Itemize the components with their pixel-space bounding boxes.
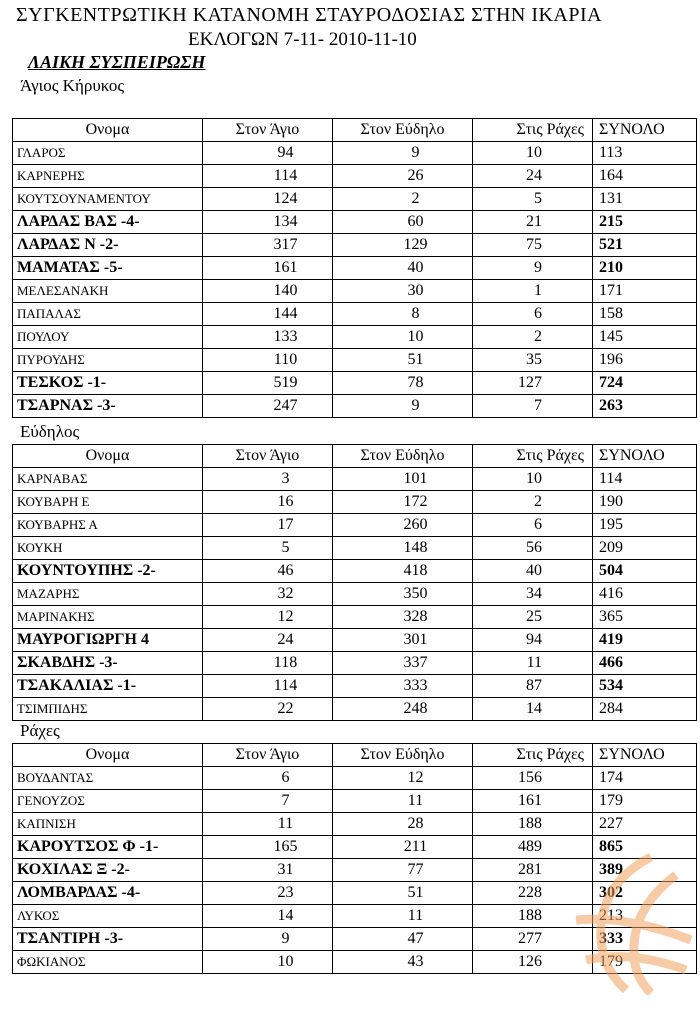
votes-total: 145 <box>593 326 697 349</box>
votes-raches: 1 <box>473 280 593 303</box>
votes-total: 302 <box>593 882 697 905</box>
votes-raches: 188 <box>473 813 593 836</box>
votes-evdilos: 211 <box>333 836 473 859</box>
votes-raches: 10 <box>473 142 593 165</box>
column-header: Ονομα <box>13 119 203 142</box>
votes-agios: 5 <box>203 537 333 560</box>
table-row <box>13 395 697 418</box>
votes-total: 113 <box>593 142 697 165</box>
table-row <box>13 767 697 790</box>
votes-raches: 7 <box>473 395 593 418</box>
votes-agios: 317 <box>203 234 333 257</box>
candidate-name: ΛΑΡΔΑΣ Ν -2- <box>13 234 203 257</box>
column-header: Στον Άγιο <box>203 744 333 767</box>
table-row <box>13 629 697 652</box>
candidate-name: ΠΑΠΑΛΑΣ <box>13 303 203 326</box>
votes-total: 196 <box>593 349 697 372</box>
votes-total: 504 <box>593 560 697 583</box>
table-row <box>13 859 697 882</box>
candidate-name: ΚΟΥΒΑΡΗΣ Α <box>13 514 203 537</box>
votes-raches: 34 <box>473 583 593 606</box>
votes-agios: 118 <box>203 652 333 675</box>
candidate-name: ΚΟΥΤΣΟΥΝΑΜΕΝΤΟΥ <box>13 188 203 211</box>
votes-total: 179 <box>593 790 697 813</box>
votes-total: 131 <box>593 188 697 211</box>
table-row <box>13 257 697 280</box>
votes-raches: 10 <box>473 468 593 491</box>
votes-total: 210 <box>593 257 697 280</box>
table-row <box>13 468 697 491</box>
candidate-name: ΓΕΝΟΥΖΟΣ <box>13 790 203 813</box>
votes-total: 227 <box>593 813 697 836</box>
candidate-name: ΤΕΣΚΟΣ -1- <box>13 372 203 395</box>
votes-agios: 94 <box>203 142 333 165</box>
votes-raches: 14 <box>473 698 593 721</box>
votes-evdilos: 8 <box>333 303 473 326</box>
votes-agios: 11 <box>203 813 333 836</box>
votes-agios: 46 <box>203 560 333 583</box>
column-header: Ονομα <box>13 744 203 767</box>
votes-evdilos: 148 <box>333 537 473 560</box>
votes-raches: 9 <box>473 257 593 280</box>
votes-evdilos: 328 <box>333 606 473 629</box>
section-label-raches: Ράχες <box>20 721 60 740</box>
votes-total: 333 <box>593 928 697 951</box>
votes-agios: 519 <box>203 372 333 395</box>
table-row <box>13 652 697 675</box>
votes-evdilos: 260 <box>333 514 473 537</box>
votes-agios: 114 <box>203 165 333 188</box>
votes-evdilos: 129 <box>333 234 473 257</box>
votes-evdilos: 26 <box>333 165 473 188</box>
table-row <box>13 491 697 514</box>
votes-raches: 21 <box>473 211 593 234</box>
column-header: ΣΥΝΟΛΟ <box>593 744 697 767</box>
candidate-name: ΚΟΥΒΑΡΗ Ε <box>13 491 203 514</box>
table-row <box>13 951 697 974</box>
votes-evdilos: 350 <box>333 583 473 606</box>
votes-agios: 124 <box>203 188 333 211</box>
votes-total: 534 <box>593 675 697 698</box>
votes-evdilos: 418 <box>333 560 473 583</box>
table-row <box>13 790 697 813</box>
candidate-name: ΠΟΥΛΟΥ <box>13 326 203 349</box>
votes-raches: 5 <box>473 188 593 211</box>
votes-agios: 12 <box>203 606 333 629</box>
section-label-evdilos: Εύδηλος <box>20 422 80 441</box>
votes-evdilos: 43 <box>333 951 473 974</box>
table-row <box>13 280 697 303</box>
candidate-name: ΤΣΑΝΤΙΡΗ -3- <box>13 928 203 951</box>
candidate-name: ΠΥΡΟΥΔΗΣ <box>13 349 203 372</box>
votes-table-evdilos <box>12 444 697 721</box>
column-header: Στις Ράχες <box>473 445 593 468</box>
table-row <box>13 303 697 326</box>
votes-total: 171 <box>593 280 697 303</box>
votes-total: 389 <box>593 859 697 882</box>
column-header: Στον Εύδηλο <box>333 744 473 767</box>
votes-total: 195 <box>593 514 697 537</box>
votes-evdilos: 2 <box>333 188 473 211</box>
votes-agios: 32 <box>203 583 333 606</box>
votes-raches: 281 <box>473 859 593 882</box>
votes-total: 213 <box>593 905 697 928</box>
candidate-name: ΚΑΡΝΑΒΑΣ <box>13 468 203 491</box>
candidate-name: ΓΛΑΡΟΣ <box>13 142 203 165</box>
table-row <box>13 675 697 698</box>
table-row <box>13 142 697 165</box>
votes-evdilos: 11 <box>333 790 473 813</box>
votes-agios: 144 <box>203 303 333 326</box>
votes-raches: 35 <box>473 349 593 372</box>
party-name: ΛΑΙΚΗ ΣΥΣΠΕΙΡΩΣΗ <box>28 52 206 72</box>
votes-evdilos: 28 <box>333 813 473 836</box>
votes-total: 284 <box>593 698 697 721</box>
votes-agios: 133 <box>203 326 333 349</box>
candidate-name: ΚΟΧΙΛΑΣ Ξ -2- <box>13 859 203 882</box>
table-row <box>13 188 697 211</box>
votes-raches: 6 <box>473 514 593 537</box>
votes-agios: 114 <box>203 675 333 698</box>
votes-total: 215 <box>593 211 697 234</box>
votes-evdilos: 51 <box>333 349 473 372</box>
table-row <box>13 928 697 951</box>
votes-total: 365 <box>593 606 697 629</box>
table-row <box>13 537 697 560</box>
votes-evdilos: 172 <box>333 491 473 514</box>
table-row <box>13 514 697 537</box>
votes-total: 209 <box>593 537 697 560</box>
votes-agios: 6 <box>203 767 333 790</box>
table-row <box>13 211 697 234</box>
votes-evdilos: 9 <box>333 142 473 165</box>
votes-raches: 127 <box>473 372 593 395</box>
votes-raches: 126 <box>473 951 593 974</box>
table-row <box>13 698 697 721</box>
column-header: Ονομα <box>13 445 203 468</box>
votes-evdilos: 248 <box>333 698 473 721</box>
table-row <box>13 606 697 629</box>
votes-raches: 24 <box>473 165 593 188</box>
column-header: Στις Ράχες <box>473 744 593 767</box>
votes-evdilos: 78 <box>333 372 473 395</box>
table-header-row <box>13 119 697 142</box>
votes-total: 416 <box>593 583 697 606</box>
votes-total: 174 <box>593 767 697 790</box>
votes-agios: 134 <box>203 211 333 234</box>
column-header: Στις Ράχες <box>473 119 593 142</box>
column-header: ΣΥΝΟΛΟ <box>593 119 697 142</box>
votes-evdilos: 337 <box>333 652 473 675</box>
votes-evdilos: 30 <box>333 280 473 303</box>
candidate-name: ΚΟΥΚΗ <box>13 537 203 560</box>
votes-total: 179 <box>593 951 697 974</box>
votes-agios: 14 <box>203 905 333 928</box>
votes-raches: 11 <box>473 652 593 675</box>
votes-agios: 3 <box>203 468 333 491</box>
document-subtitle: ΕΚΛΟΓΩΝ 7-11- 2010-11-10 <box>188 29 417 50</box>
votes-raches: 277 <box>473 928 593 951</box>
votes-evdilos: 9 <box>333 395 473 418</box>
votes-total: 190 <box>593 491 697 514</box>
candidate-name: ΣΚΑΒΔΗΣ -3- <box>13 652 203 675</box>
candidate-name: ΜΑΜΑΤΑΣ -5- <box>13 257 203 280</box>
votes-total: 263 <box>593 395 697 418</box>
table-row <box>13 583 697 606</box>
candidate-name: ΤΣΙΜΠΙΔΗΣ <box>13 698 203 721</box>
table-row <box>13 560 697 583</box>
votes-total: 158 <box>593 303 697 326</box>
votes-raches: 6 <box>473 303 593 326</box>
votes-agios: 22 <box>203 698 333 721</box>
column-header: Στον Εύδηλο <box>333 119 473 142</box>
votes-agios: 31 <box>203 859 333 882</box>
votes-agios: 9 <box>203 928 333 951</box>
votes-raches: 489 <box>473 836 593 859</box>
votes-total: 164 <box>593 165 697 188</box>
table-row <box>13 234 697 257</box>
votes-evdilos: 51 <box>333 882 473 905</box>
table-row <box>13 836 697 859</box>
votes-evdilos: 101 <box>333 468 473 491</box>
votes-evdilos: 47 <box>333 928 473 951</box>
votes-agios: 10 <box>203 951 333 974</box>
votes-raches: 156 <box>473 767 593 790</box>
votes-evdilos: 11 <box>333 905 473 928</box>
votes-evdilos: 12 <box>333 767 473 790</box>
votes-agios: 7 <box>203 790 333 813</box>
votes-evdilos: 77 <box>333 859 473 882</box>
candidate-name: ΜΕΛΕΣΑΝΑΚΗ <box>13 280 203 303</box>
votes-evdilos: 40 <box>333 257 473 280</box>
votes-raches: 87 <box>473 675 593 698</box>
candidate-name: ΚΑΡΝΕΡΗΣ <box>13 165 203 188</box>
votes-total: 466 <box>593 652 697 675</box>
document-title: ΣΥΓΚΕΝΤΡΩΤΙΚΗ ΚΑΤΑΝΟΜΗ ΣΤΑΥΡΟΔΟΣΙΑΣ ΣΤΗΝ ΙΚΑΡΙΑ <box>16 4 603 26</box>
candidate-name: ΚΑΡΟΥΤΣΟΣ Φ -1- <box>13 836 203 859</box>
table-row <box>13 372 697 395</box>
votes-table-agios-kirykos <box>12 118 697 418</box>
votes-agios: 16 <box>203 491 333 514</box>
candidate-name: ΒΟΥΔΑΝΤΑΣ <box>13 767 203 790</box>
table-row <box>13 813 697 836</box>
votes-total: 419 <box>593 629 697 652</box>
votes-total: 114 <box>593 468 697 491</box>
votes-raches: 25 <box>473 606 593 629</box>
votes-table-raches <box>12 743 697 974</box>
candidate-name: ΤΣΑΡΝΑΣ -3- <box>13 395 203 418</box>
votes-agios: 165 <box>203 836 333 859</box>
votes-raches: 188 <box>473 905 593 928</box>
column-header: ΣΥΝΟΛΟ <box>593 445 697 468</box>
votes-evdilos: 10 <box>333 326 473 349</box>
votes-agios: 23 <box>203 882 333 905</box>
votes-raches: 228 <box>473 882 593 905</box>
candidate-name: ΤΣΑΚΑΛΙΑΣ -1- <box>13 675 203 698</box>
votes-evdilos: 301 <box>333 629 473 652</box>
column-header: Στον Άγιο <box>203 119 333 142</box>
candidate-name: ΚΟΥΝΤΟΥΠΗΣ -2- <box>13 560 203 583</box>
votes-total: 521 <box>593 234 697 257</box>
candidate-name: ΜΑΡΙΝΑΚΗΣ <box>13 606 203 629</box>
votes-raches: 161 <box>473 790 593 813</box>
candidate-name: ΛΟΜΒΑΡΔΑΣ -4- <box>13 882 203 905</box>
candidate-name: ΚΑΠΝΙΣΗ <box>13 813 203 836</box>
candidate-name: ΜΑΥΡΟΓΙΩΡΓΗ 4 <box>13 629 203 652</box>
votes-agios: 110 <box>203 349 333 372</box>
table-row <box>13 349 697 372</box>
column-header: Στον Εύδηλο <box>333 445 473 468</box>
candidate-name: ΜΑΖΑΡΗΣ <box>13 583 203 606</box>
votes-raches: 75 <box>473 234 593 257</box>
votes-evdilos: 60 <box>333 211 473 234</box>
votes-raches: 2 <box>473 326 593 349</box>
votes-agios: 247 <box>203 395 333 418</box>
votes-total: 865 <box>593 836 697 859</box>
votes-raches: 2 <box>473 491 593 514</box>
votes-agios: 161 <box>203 257 333 280</box>
votes-raches: 56 <box>473 537 593 560</box>
table-row <box>13 326 697 349</box>
votes-evdilos: 333 <box>333 675 473 698</box>
votes-total: 724 <box>593 372 697 395</box>
table-header-row <box>13 445 697 468</box>
votes-raches: 40 <box>473 560 593 583</box>
table-header-row <box>13 744 697 767</box>
column-header: Στον Άγιο <box>203 445 333 468</box>
table-row <box>13 165 697 188</box>
candidate-name: ΛΥΚΟΣ <box>13 905 203 928</box>
votes-agios: 17 <box>203 514 333 537</box>
votes-raches: 94 <box>473 629 593 652</box>
section-label-agios-kirykos: Άγιος Κήρυκος <box>20 76 125 95</box>
table-row <box>13 882 697 905</box>
table-row <box>13 905 697 928</box>
candidate-name: ΛΑΡΔΑΣ ΒΑΣ -4- <box>13 211 203 234</box>
candidate-name: ΦΩΚΙΑΝΟΣ <box>13 951 203 974</box>
votes-agios: 24 <box>203 629 333 652</box>
votes-agios: 140 <box>203 280 333 303</box>
